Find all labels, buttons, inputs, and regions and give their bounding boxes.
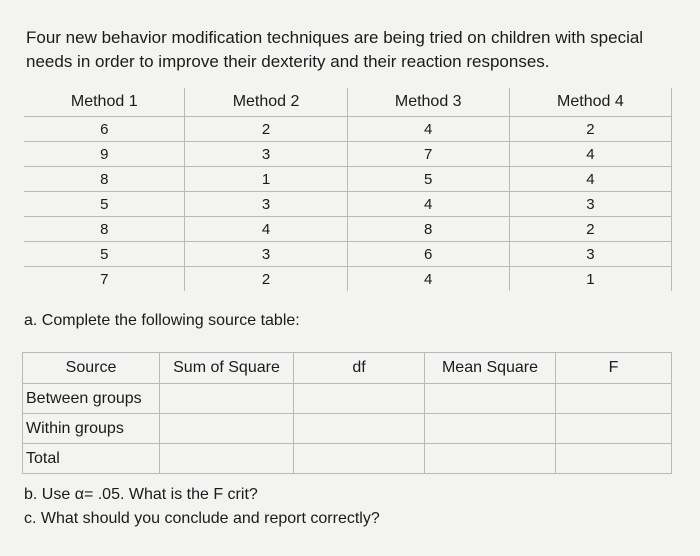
header-mean-square: Mean Square xyxy=(425,353,556,384)
header-sum-of-square: Sum of Square xyxy=(160,353,294,384)
header-method-2: Method 2 xyxy=(185,88,347,117)
table-cell: 7 xyxy=(347,142,509,167)
row-label-within-groups: Within groups xyxy=(23,414,160,444)
ms-within-cell[interactable] xyxy=(425,414,556,444)
header-method-1: Method 1 xyxy=(24,88,185,117)
ss-total-cell[interactable] xyxy=(160,444,294,474)
table-cell: 4 xyxy=(347,117,509,142)
table-cell: 6 xyxy=(347,242,509,267)
row-label-total: Total xyxy=(23,444,160,474)
table-cell: 7 xyxy=(24,267,185,292)
header-method-3: Method 3 xyxy=(347,88,509,117)
question-a: a. Complete the following source table: xyxy=(24,312,300,329)
table-cell: 1 xyxy=(509,267,671,292)
anova-source-table xyxy=(22,352,672,474)
table-cell: 2 xyxy=(185,117,347,142)
table-row xyxy=(24,217,672,242)
table-header-row xyxy=(24,88,672,117)
table-cell: 8 xyxy=(24,217,185,242)
table-cell: 4 xyxy=(185,217,347,242)
method-data-table xyxy=(24,88,672,291)
table-row xyxy=(24,192,672,217)
table-cell: 5 xyxy=(24,242,185,267)
table-cell: 8 xyxy=(24,167,185,192)
problem-intro: Four new behavior modification techniques are being tried on children with special needs in order to improve their dexterity and their reaction responses. xyxy=(26,28,644,71)
header-f: F xyxy=(556,353,672,384)
questions-block xyxy=(24,483,380,531)
table-row xyxy=(24,142,672,167)
table-row xyxy=(24,167,672,192)
df-between-cell[interactable] xyxy=(294,384,425,414)
table-cell: 9 xyxy=(24,142,185,167)
table-cell: 4 xyxy=(347,267,509,292)
table-cell: 3 xyxy=(509,192,671,217)
ms-between-cell[interactable] xyxy=(425,384,556,414)
table-row xyxy=(24,117,672,142)
table-cell: 2 xyxy=(509,217,671,242)
ss-between-cell[interactable] xyxy=(160,384,294,414)
table-cell: 3 xyxy=(185,242,347,267)
table-cell: 2 xyxy=(509,117,671,142)
ss-within-cell[interactable] xyxy=(160,414,294,444)
table-cell: 5 xyxy=(24,192,185,217)
header-df: df xyxy=(294,353,425,384)
question-c: c. What should you conclude and report correctly? xyxy=(24,510,380,527)
table-row xyxy=(23,384,672,414)
source-header-row xyxy=(23,353,672,384)
table-cell: 3 xyxy=(185,142,347,167)
table-row xyxy=(23,444,672,474)
f-total-cell[interactable] xyxy=(556,444,672,474)
row-label-between-groups: Between groups xyxy=(23,384,160,414)
table-cell: 3 xyxy=(509,242,671,267)
table-cell: 4 xyxy=(509,167,671,192)
table-cell: 8 xyxy=(347,217,509,242)
table-cell: 5 xyxy=(347,167,509,192)
table-cell: 2 xyxy=(185,267,347,292)
df-total-cell[interactable] xyxy=(294,444,425,474)
table-cell: 6 xyxy=(24,117,185,142)
table-cell: 1 xyxy=(185,167,347,192)
table-cell: 4 xyxy=(509,142,671,167)
table-cell: 3 xyxy=(185,192,347,217)
question-b: b. Use α= .05. What is the F crit? xyxy=(24,486,258,503)
f-between-cell[interactable] xyxy=(556,384,672,414)
table-cell: 4 xyxy=(347,192,509,217)
header-source: Source xyxy=(23,353,160,384)
table-row xyxy=(23,414,672,444)
ms-total-cell[interactable] xyxy=(425,444,556,474)
f-within-cell[interactable] xyxy=(556,414,672,444)
header-method-4: Method 4 xyxy=(509,88,671,117)
table-row xyxy=(24,267,672,292)
df-within-cell[interactable] xyxy=(294,414,425,444)
table-row xyxy=(24,242,672,267)
